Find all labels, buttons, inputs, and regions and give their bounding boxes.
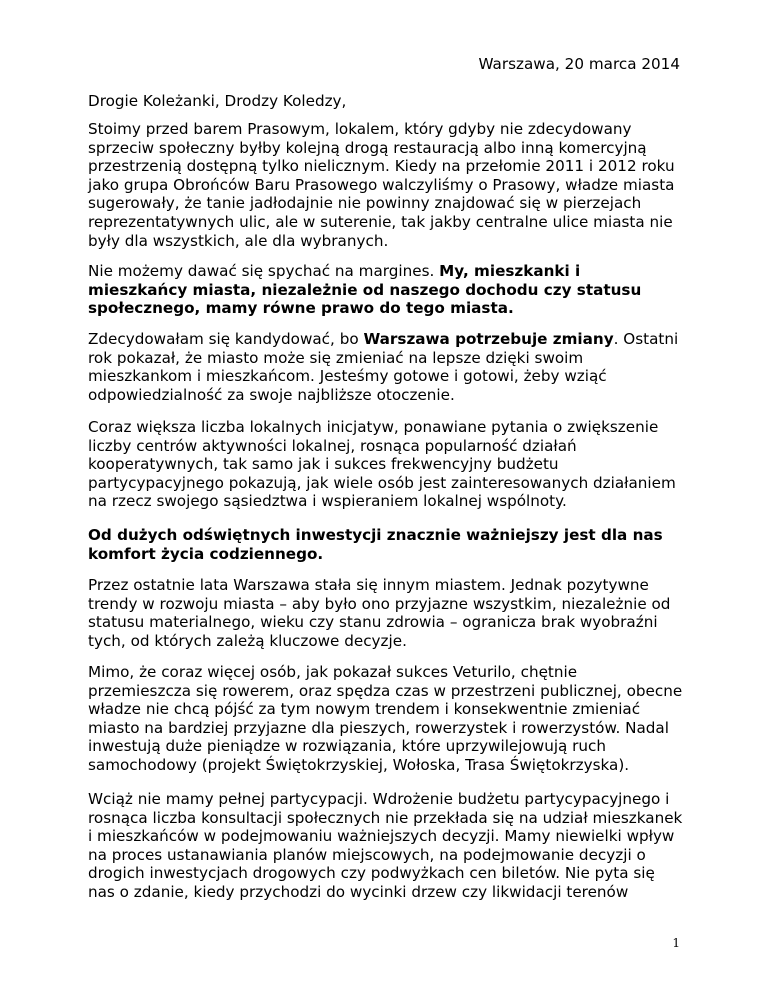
text-line: tych, od których zależą kluczowe decyzje. (88, 631, 407, 650)
text-line: trendy w rozwoju miasta – aby było ono przyjazne wszystkim, niezależnie od (88, 594, 671, 613)
text-line: reprezentatywnych ulic, ale w suterenie, tak jakby centralne ulice miasta nie (88, 212, 673, 231)
text-line-bold: mieszkańcy miasta, niezależnie od naszego dochodu czy statusu (88, 280, 642, 299)
paragraph-1 (88, 120, 688, 250)
text-normal: . Ostatni (613, 330, 679, 348)
text-line: przemieszcza się rowerem, oraz spędza czas w przestrzeni publicznej, obecne (88, 681, 683, 700)
text-line-bold: Od dużych odświętnych inwestycji znacznie ważniejszy jest dla nas (88, 526, 663, 544)
text-line: Przez ostatnie lata Warszawa stała się innym miastem. Jednak pozytywne (88, 576, 649, 594)
text-normal: Zdecydowałam się kandydować, bo (88, 330, 364, 348)
text-line: rosnąca liczba konsultacji społecznych nie przekłada się na udział mieszkanek (88, 808, 683, 827)
text-line: Mimo, że coraz więcej osób, jak pokazał sukces Veturilo, chętnie (88, 663, 578, 681)
text-line: przestrzenią dostępną tylko nielicznym. Kiedy na przełomie 2011 i 2012 roku (88, 157, 675, 176)
text-line: liczby centrów aktywności lokalnej, rosnąca popularność działań (88, 436, 577, 455)
text-line: nas o zdanie, kiedy przychodzi do wycinki drzew czy likwidacji terenów (88, 882, 629, 901)
letter-date: Warszawa, 20 marca 2014 (478, 55, 680, 73)
text-line-bold: komfort życia codziennego. (88, 544, 324, 563)
text-line (88, 330, 688, 349)
letter-greeting: Drogie Koleżanki, Drodzy Koledzy, (88, 92, 347, 110)
text-line: na rzecz swojego sąsiedztwa i wspieraniem lokalnej wspólnoty. (88, 492, 567, 511)
text-line: statusu materialnego, wieku czy stanu zdrowia – ogranicza brak wyobraźni (88, 613, 658, 632)
text-line: sugerowały, że tanie jadłodajnie nie powinny znajdować się w pierzejach (88, 194, 642, 213)
text-line: sprzeciw społeczny byłby kolejną drogą restauracją albo inną komercyjną (88, 138, 647, 157)
text-bold: My, mieszkanki i (439, 262, 581, 280)
paragraph-6 (88, 576, 688, 650)
text-line: i mieszkańców w podejmowaniu ważniejszych decyzji. Mamy niewielki wpływ (88, 827, 675, 846)
text-line: odpowiedzialność za swoje najbliższe otoczenie. (88, 385, 455, 404)
paragraph-4 (88, 418, 688, 511)
page-number: 1 (672, 936, 680, 950)
text-line: rok pokazał, że miasto może się zmieniać na lepsze dzięki swoim (88, 348, 584, 367)
text-line: jako grupa Obrońców Baru Prasowego walczyliśmy o Prasowy, władze miasta (88, 175, 675, 194)
text-line: drogich inwestycjach drogowych czy podwyżkach cen biletów. Nie pyta się (88, 864, 655, 883)
text-normal: Nie możemy dawać się spychać na margines. (88, 262, 440, 280)
paragraph-3 (88, 330, 688, 404)
text-line: miasto na bardziej przyjazne dla pieszych, rowerzystek i rowerzystów. Nadal (88, 718, 669, 737)
text-line: były dla wszystkich, ale dla wybranych. (88, 231, 389, 250)
text-bold: Warszawa potrzebuje zmiany (363, 330, 614, 348)
paragraph-5 (88, 526, 688, 563)
text-line: Coraz większa liczba lokalnych inicjatyw, ponawiane pytania o zwiększenie (88, 418, 659, 436)
text-line-bold: społecznego, mamy równe prawo do tego miasta. (88, 299, 514, 318)
paragraph-8 (88, 790, 688, 902)
text-line: mieszkankom i mieszkańcom. Jesteśmy gotowe i gotowi, żeby wziąć (88, 367, 607, 386)
text-line: kooperatywnych, tak samo jak i sukces frekwencyjny budżetu (88, 455, 559, 474)
text-line: na proces ustanawiania planów miejscowych, na podejmowanie decyzji o (88, 845, 646, 864)
text-line (88, 262, 688, 281)
text-line: władze nie chcą pójść za tym nowym trendem i konsekwentnie zmieniać (88, 700, 641, 719)
text-line: Wciąż nie mamy pełnej partycypacji. Wdrożenie budżetu partycypacyjnego i (88, 790, 670, 808)
text-line: partycypacyjnego pokazują, jak wiele osób jest zainteresowanych działaniem (88, 473, 676, 492)
paragraph-2 (88, 262, 688, 318)
text-line: Stoimy przed barem Prasowym, lokalem, który gdyby nie zdecydowany (88, 120, 632, 138)
text-line: inwestują duże pieniądze w rozwiązania, które uprzywilejowują ruch (88, 737, 607, 756)
paragraph-7 (88, 663, 688, 775)
text-line: samochodowy (projekt Świętokrzyskiej, Wołoska, Trasa Świętokrzyska). (88, 755, 630, 774)
